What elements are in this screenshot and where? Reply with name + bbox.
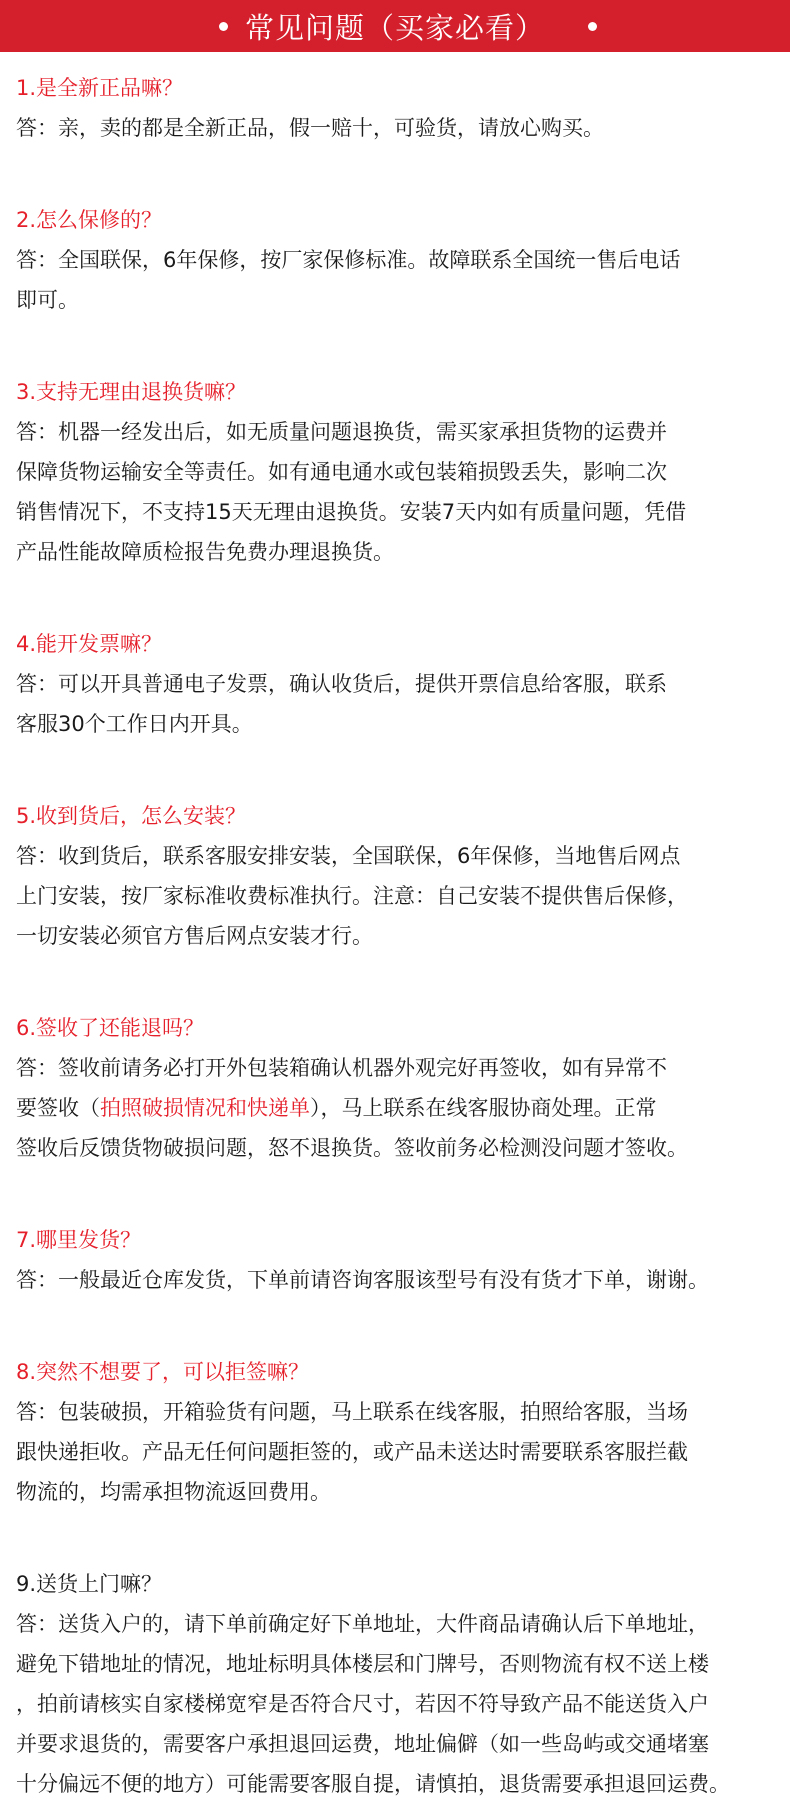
answer-line: 避免下错地址的情况，地址标明具体楼层和门牌号，否则物流有权不送上楼 (16, 1652, 709, 1676)
faq-item-4 (16, 624, 774, 744)
faq-answer (16, 108, 774, 148)
answer-line: 答：可以开具普通电子发票，确认收货后，提供开票信息给客服，联系 (16, 672, 667, 696)
faq-question: 6.签收了还能退吗？ (16, 1016, 205, 1040)
faq-item-6 (16, 1008, 774, 1168)
faq-answer (16, 1604, 774, 1804)
answer-line (16, 1088, 774, 1128)
faq-question: 1.是全新正品嘛？ (16, 76, 184, 100)
answer-line: 答：包装破损，开箱验货有问题，马上联系在线客服，拍照给客服，当场 (16, 1400, 688, 1424)
answer-line: 签收后反馈货物破损问题，怒不退换货。签收前务必检测没问题才签收。 (16, 1136, 688, 1160)
answer-line: 答：机器一经发出后，如无质量问题退换货，需买家承担货物的运费并 (16, 420, 667, 444)
faq-item-8 (16, 1352, 774, 1512)
answer-line: 销售情况下，不支持15天无理由退换货。安装7天内如有质量问题，凭借 (16, 500, 687, 524)
answer-line: 并要求退货的，需要客户承担退回运费，地址偏僻（如一些岛屿或交通堵塞 (16, 1732, 709, 1756)
faq-answer (16, 836, 774, 956)
faq-item-7 (16, 1220, 774, 1300)
faq-item-2 (16, 200, 774, 320)
faq-question: 9.送货上门嘛？ (16, 1572, 163, 1596)
page-title: 常见问题（买家必看） (244, 10, 545, 45)
answer-line: 上门安装，按厂家标准收费标准执行。注意：自己安装不提供售后保修， (16, 884, 688, 908)
faq-item-9 (16, 1564, 774, 1804)
header-dot-left (219, 22, 228, 31)
answer-line: 物流的，均需承担物流返回费用。 (16, 1480, 331, 1504)
faq-header (0, 0, 790, 52)
answer-line: 十分偏远不便的地方）可能需要客服自提，请慎拍，退货需要承担退回运费。 (16, 1772, 730, 1796)
faq-question: 8.突然不想要了，可以拒签嘛？ (16, 1360, 310, 1384)
answer-line: 保障货物运输安全等责任。如有通电通水或包装箱损毁丢失，影响二次 (16, 460, 667, 484)
faq-question: 7.哪里发货？ (16, 1228, 142, 1252)
answer-line: 答：送货入户的，请下单前确定好下单地址，大件商品请确认后下单地址， (16, 1612, 709, 1636)
answer-line: 答：全国联保，6年保修，按厂家保修标准。故障联系全国统一售后电话 (16, 248, 681, 272)
answer-line: 一切安装必须官方售后网点安装才行。 (16, 924, 373, 948)
answer-line: 答：一般最近仓库发货，下单前请咨询客服该型号有没有货才下单，谢谢。 (16, 1268, 709, 1292)
faq-question: 5.收到货后，怎么安装？ (16, 804, 247, 828)
faq-question: 3.支持无理由退换货嘛？ (16, 380, 247, 404)
highlight-text: 拍照破损情况和快递单 (100, 1096, 310, 1120)
faq-answer (16, 1392, 774, 1512)
faq-item-5 (16, 796, 774, 956)
answer-line: 即可。 (16, 288, 79, 312)
faq-item-3 (16, 372, 774, 572)
faq-question: 2.怎么保修的？ (16, 208, 163, 232)
answer-line: 答：签收前请务必打开外包装箱确认机器外观完好再签收，如有异常不 (16, 1056, 667, 1080)
answer-line: 答：收到货后，联系客服安排安装，全国联保，6年保修，当地售后网点 (16, 844, 681, 868)
answer-line: 客服30个工作日内开具。 (16, 712, 253, 736)
answer-text: 要签收（ (16, 1096, 100, 1120)
answer-line: 跟快递拒收。产品无任何问题拒签的，或产品未送达时需要联系客服拦截 (16, 1440, 688, 1464)
faq-question: 4.能开发票嘛？ (16, 632, 163, 656)
faq-answer (16, 240, 774, 320)
faq-list (0, 52, 790, 1804)
faq-answer (16, 1048, 774, 1168)
faq-item-1 (16, 68, 774, 148)
answer-line: 产品性能故障质检报告免费办理退换货。 (16, 540, 394, 564)
answer-line: ，拍前请核实自家楼梯宽窄是否符合尺寸，若因不符导致产品不能送货入户 (16, 1692, 709, 1716)
answer-line: 答：亲，卖的都是全新正品，假一赔十，可验货，请放心购买。 (16, 116, 604, 140)
answer-text: ），马上联系在线客服协商处理。正常 (310, 1096, 657, 1120)
faq-answer (16, 664, 774, 744)
faq-answer (16, 412, 774, 572)
faq-answer (16, 1260, 774, 1300)
header-dot-right (588, 22, 597, 31)
